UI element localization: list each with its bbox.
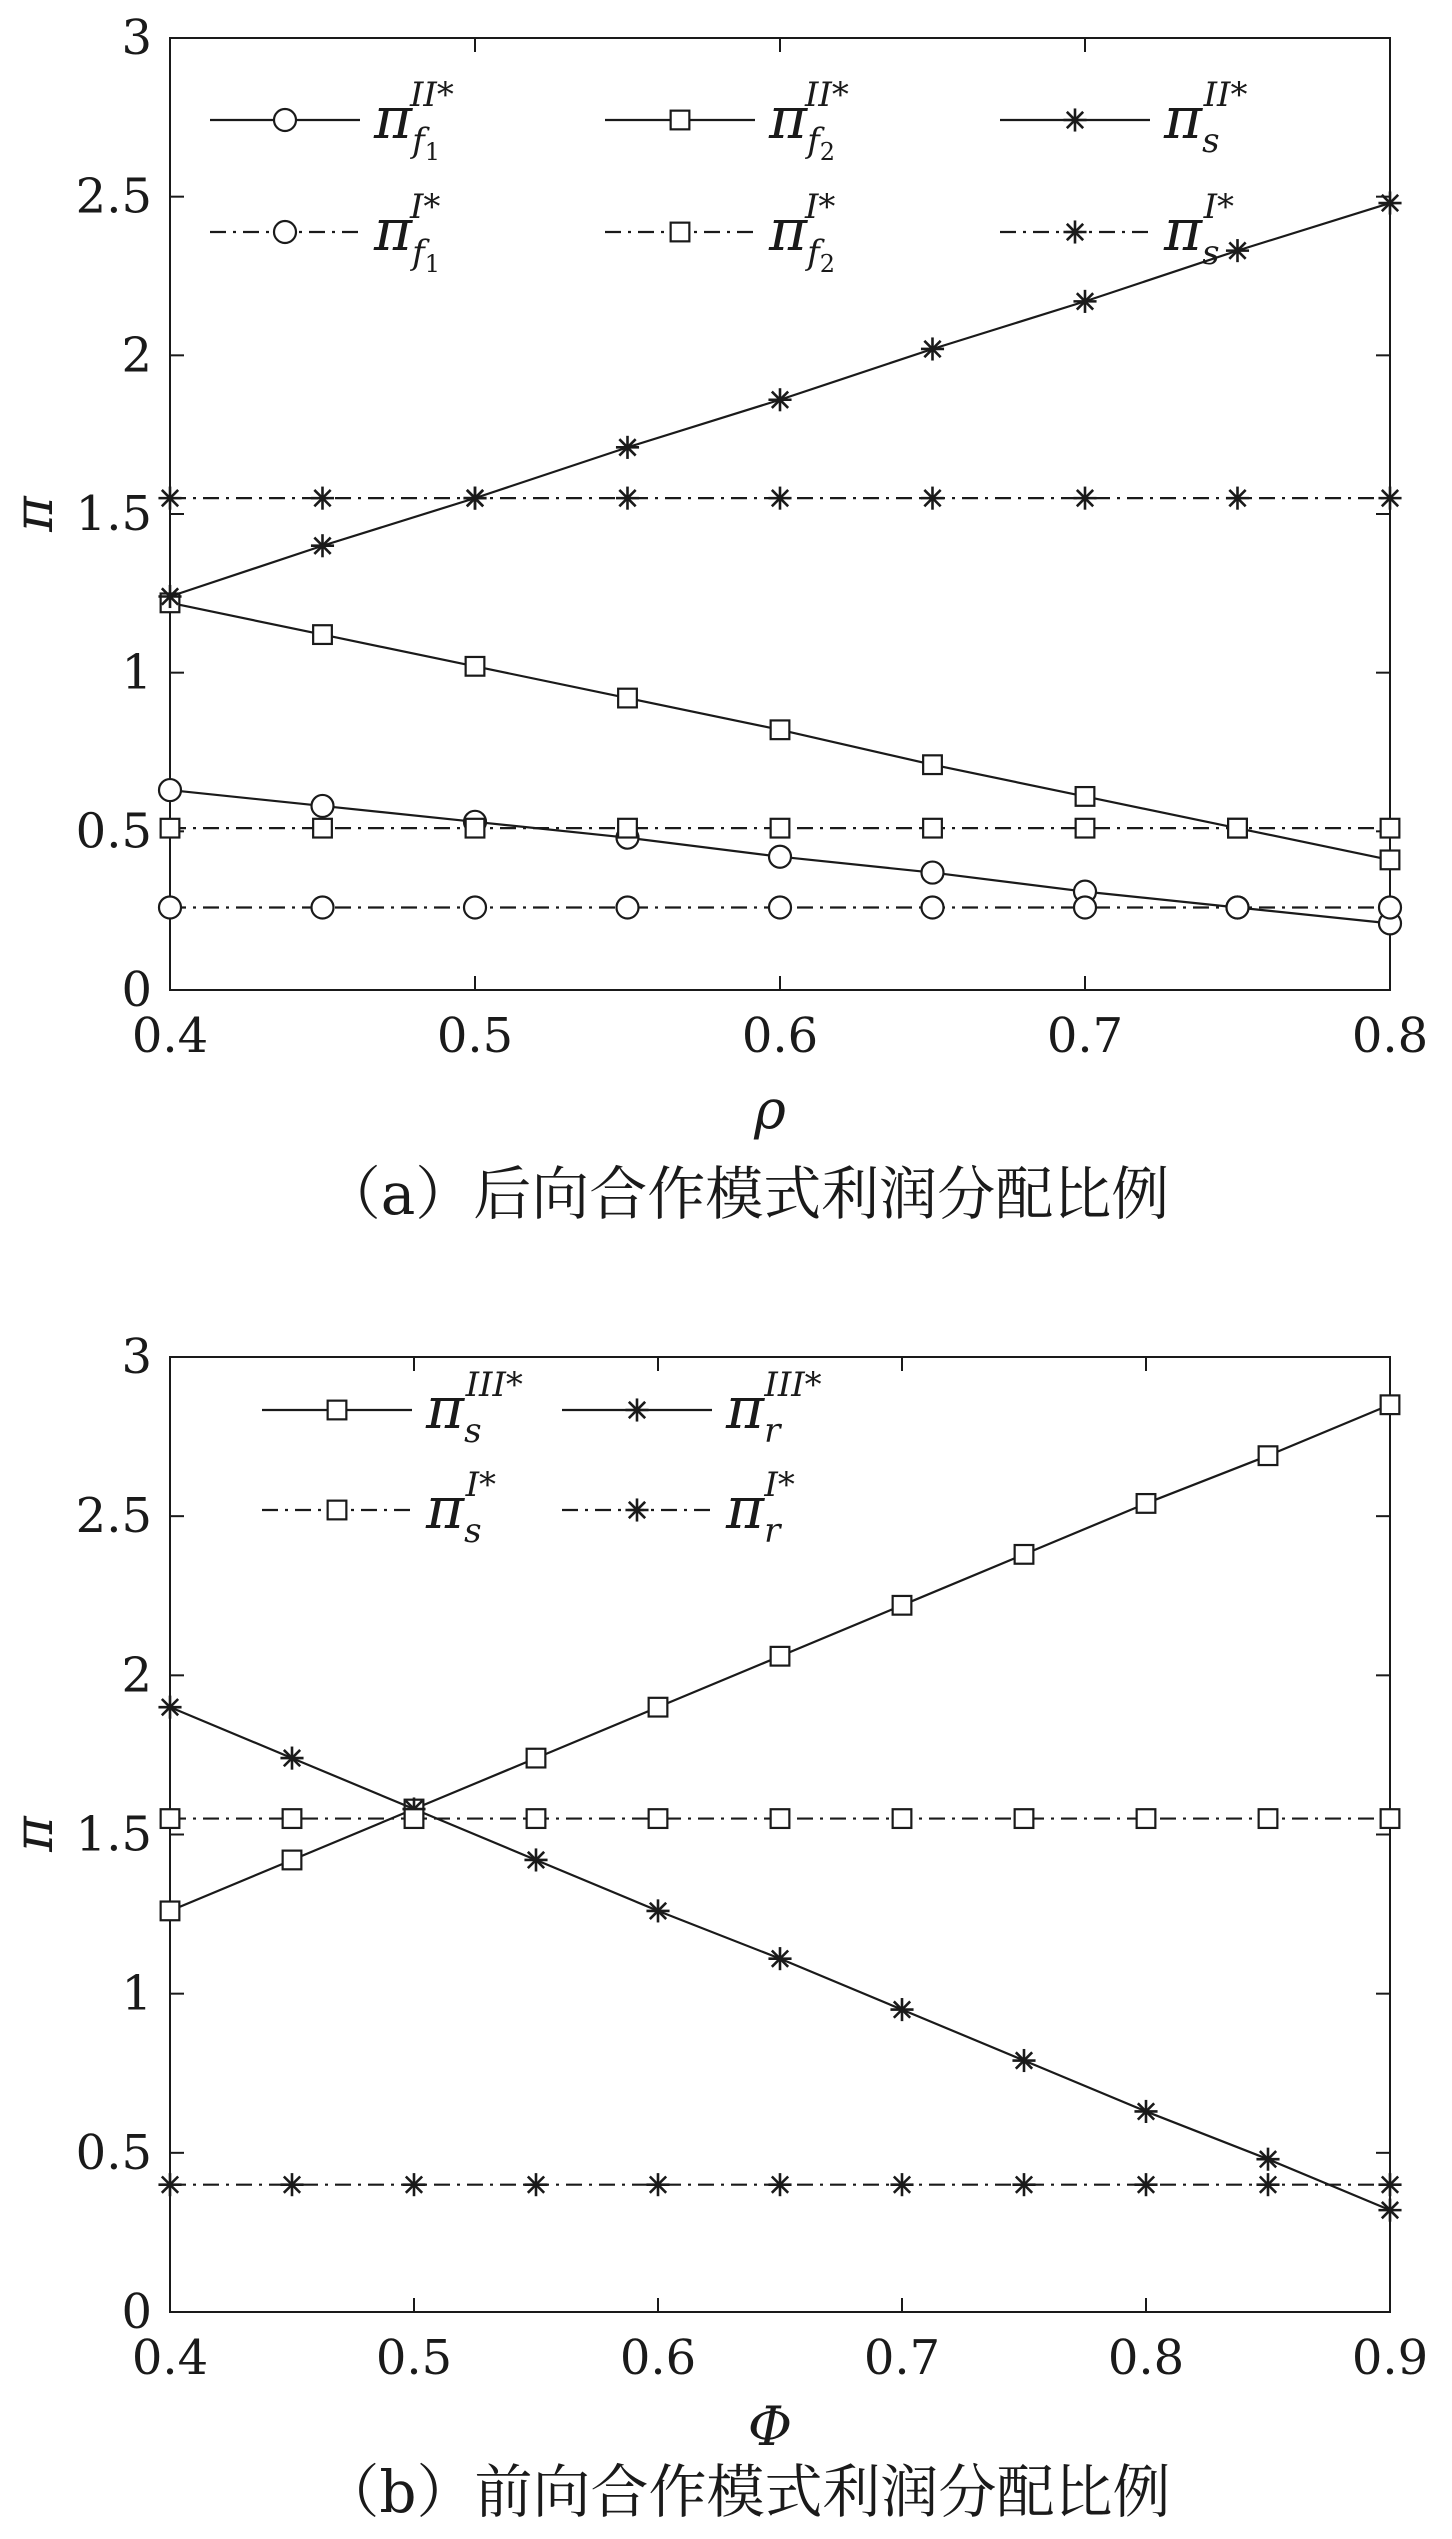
y-tick-label: 2.5	[75, 1488, 152, 1545]
data-point-b-2-6	[893, 1809, 912, 1828]
x-axis-label-a: ρ	[754, 1078, 786, 1141]
x-tick-label: 0.7	[1046, 1008, 1124, 1064]
y-axis-label-b: π	[2, 1816, 65, 1852]
data-point-a-0-0	[159, 779, 181, 801]
y-tick-label: 1	[121, 1965, 152, 2022]
legend-marker	[625, 1398, 648, 1421]
data-point-a-3-0	[159, 896, 181, 918]
data-point-b-2-1	[283, 1809, 302, 1828]
legend-marker	[274, 109, 296, 131]
legend-marker	[671, 111, 690, 130]
legend-marker	[1063, 220, 1086, 243]
legend-label: πf2II*	[769, 75, 849, 166]
data-point-a-5-8	[1378, 487, 1401, 510]
data-point-a-4-3	[618, 819, 637, 838]
data-point-a-5-2	[463, 487, 486, 510]
y-tick-label: 1.5	[75, 486, 152, 542]
data-point-b-0-6	[893, 1596, 912, 1615]
legend-marker	[328, 1501, 347, 1520]
data-point-b-0-8	[1137, 1494, 1156, 1513]
data-point-a-4-2	[466, 819, 485, 838]
data-point-a-2-6	[1073, 290, 1096, 313]
data-point-a-0-4	[769, 846, 791, 868]
chart-a	[2, 10, 1428, 1228]
x-tick-label: 0.8	[1107, 2330, 1185, 2386]
x-tick-label: 0.5	[436, 1008, 514, 1064]
legend-label: πsI*	[426, 1465, 497, 1551]
data-point-a-4-6	[1076, 819, 1095, 838]
legend-marker	[671, 223, 690, 242]
data-point-a-3-5	[922, 896, 944, 918]
data-point-a-3-1	[312, 896, 334, 918]
data-point-b-1-1	[280, 1747, 303, 1770]
data-point-a-2-4	[768, 388, 791, 411]
data-point-b-1-10	[1378, 2199, 1401, 2222]
data-point-a-1-8	[1381, 851, 1400, 870]
x-tick-label: 0.4	[131, 2330, 209, 2386]
data-point-a-4-1	[313, 819, 332, 838]
data-point-a-4-5	[923, 819, 942, 838]
y-tick-label: 0	[121, 962, 152, 1018]
caption-a: （a）后向合作模式利润分配比例	[322, 1160, 1170, 1228]
data-point-b-0-10	[1381, 1395, 1400, 1414]
data-point-b-1-4	[646, 1899, 669, 1922]
data-point-b-1-7	[1012, 2049, 1035, 2072]
legend-marker	[274, 221, 296, 243]
data-point-a-3-8	[1379, 896, 1401, 918]
data-point-b-3-0	[158, 2173, 181, 2196]
y-tick-label: 2	[121, 1647, 152, 1704]
legend-marker	[625, 1498, 648, 1521]
data-point-b-3-1	[280, 2173, 303, 2196]
data-point-a-3-4	[769, 896, 791, 918]
legend-a	[210, 75, 1247, 278]
data-point-b-3-10	[1378, 2173, 1401, 2196]
data-point-a-2-5	[921, 337, 944, 360]
data-point-a-2-7	[1226, 239, 1249, 262]
y-tick-label: 3	[121, 1329, 152, 1385]
data-point-b-2-3	[527, 1809, 546, 1828]
data-point-b-2-9	[1259, 1809, 1278, 1828]
data-point-b-3-9	[1256, 2173, 1279, 2196]
series-group-a	[158, 191, 1401, 934]
legend-label: πsI*	[1164, 187, 1235, 273]
data-point-b-3-4	[646, 2173, 669, 2196]
legend-b	[262, 1365, 822, 1551]
data-point-a-3-2	[464, 896, 486, 918]
data-point-b-3-3	[524, 2173, 547, 2196]
data-point-b-3-2	[402, 2173, 425, 2196]
data-point-a-4-4	[771, 819, 790, 838]
data-point-b-2-10	[1381, 1809, 1400, 1828]
y-tick-label: 0.5	[75, 803, 152, 860]
data-point-b-0-3	[527, 1749, 546, 1768]
x-tick-label: 0.7	[863, 2330, 941, 2386]
legend-label: πf1I*	[374, 187, 441, 278]
data-point-a-5-3	[616, 487, 639, 510]
data-point-a-0-1	[312, 795, 334, 817]
data-point-a-5-0	[158, 487, 181, 510]
data-point-a-4-8	[1381, 819, 1400, 838]
legend-label: πf1II*	[374, 75, 454, 166]
y-tick-label: 1	[121, 644, 152, 701]
data-point-b-0-1	[283, 1851, 302, 1870]
data-point-b-3-7	[1012, 2173, 1035, 2196]
legend-marker	[328, 1401, 347, 1420]
x-tick-label: 0.4	[131, 1008, 209, 1064]
legend-label: πsIII*	[426, 1365, 523, 1451]
data-point-b-2-4	[649, 1809, 668, 1828]
x-axis-label-b: Φ	[747, 2395, 793, 2458]
y-tick-label: 2	[121, 327, 152, 384]
data-point-a-5-5	[921, 487, 944, 510]
data-point-b-1-5	[768, 1947, 791, 1970]
data-point-a-3-7	[1227, 896, 1249, 918]
caption-b: （b）前向合作模式利润分配比例	[321, 2458, 1171, 2526]
data-point-a-5-1	[311, 487, 334, 510]
y-tick-label: 1.5	[75, 1806, 152, 1863]
data-point-b-0-4	[649, 1698, 668, 1717]
data-point-a-1-6	[1076, 787, 1095, 806]
legend-label: πf2I*	[769, 187, 836, 278]
data-point-a-4-7	[1228, 819, 1247, 838]
data-point-a-1-5	[923, 755, 942, 774]
y-tick-label: 0.5	[75, 2124, 152, 2181]
data-point-b-2-8	[1137, 1809, 1156, 1828]
data-point-a-5-4	[768, 487, 791, 510]
data-point-b-1-3	[524, 1848, 547, 1871]
data-point-b-1-6	[890, 1998, 913, 2021]
data-point-a-2-0	[158, 585, 181, 608]
data-point-a-1-1	[313, 625, 332, 644]
data-point-b-3-5	[768, 2173, 791, 2196]
data-point-b-0-9	[1259, 1446, 1278, 1465]
data-point-b-1-8	[1134, 2100, 1157, 2123]
data-point-a-0-5	[922, 862, 944, 884]
x-tick-label: 0.6	[619, 2330, 697, 2386]
data-point-a-4-0	[161, 819, 180, 838]
legend-label: πsII*	[1164, 75, 1248, 161]
data-point-a-2-8	[1378, 191, 1401, 214]
data-point-b-3-6	[890, 2173, 913, 2196]
data-point-b-2-2	[405, 1809, 424, 1828]
data-point-a-3-3	[617, 896, 639, 918]
data-point-b-0-5	[771, 1647, 790, 1666]
data-point-b-2-5	[771, 1809, 790, 1828]
data-point-b-2-0	[161, 1809, 180, 1828]
legend-label: πrI*	[726, 1465, 795, 1551]
data-point-a-1-3	[618, 689, 637, 708]
data-point-a-5-7	[1226, 487, 1249, 510]
chart-b	[2, 1329, 1428, 2526]
legend-marker	[1063, 108, 1086, 131]
x-tick-label: 0.9	[1351, 2330, 1429, 2386]
data-point-a-2-3	[616, 436, 639, 459]
data-point-a-2-1	[311, 534, 334, 557]
data-point-b-3-8	[1134, 2173, 1157, 2196]
legend-label: πrIII*	[726, 1365, 822, 1451]
data-point-a-1-4	[771, 720, 790, 739]
y-tick-label: 2.5	[75, 168, 152, 225]
y-tick-label: 3	[121, 10, 152, 66]
x-tick-label: 0.5	[375, 2330, 453, 2386]
data-point-b-0-7	[1015, 1545, 1034, 1564]
data-point-a-5-6	[1073, 487, 1096, 510]
x-tick-label: 0.8	[1351, 1008, 1429, 1064]
data-point-b-2-7	[1015, 1809, 1034, 1828]
data-point-b-0-0	[161, 1902, 180, 1921]
y-tick-label: 0	[121, 2284, 152, 2340]
y-axis-label-a: π	[2, 496, 65, 532]
x-tick-label: 0.6	[741, 1008, 819, 1064]
data-point-a-1-2	[466, 657, 485, 676]
data-point-b-1-9	[1256, 2148, 1279, 2171]
data-point-a-3-6	[1074, 896, 1096, 918]
data-point-b-1-0	[158, 1696, 181, 1719]
